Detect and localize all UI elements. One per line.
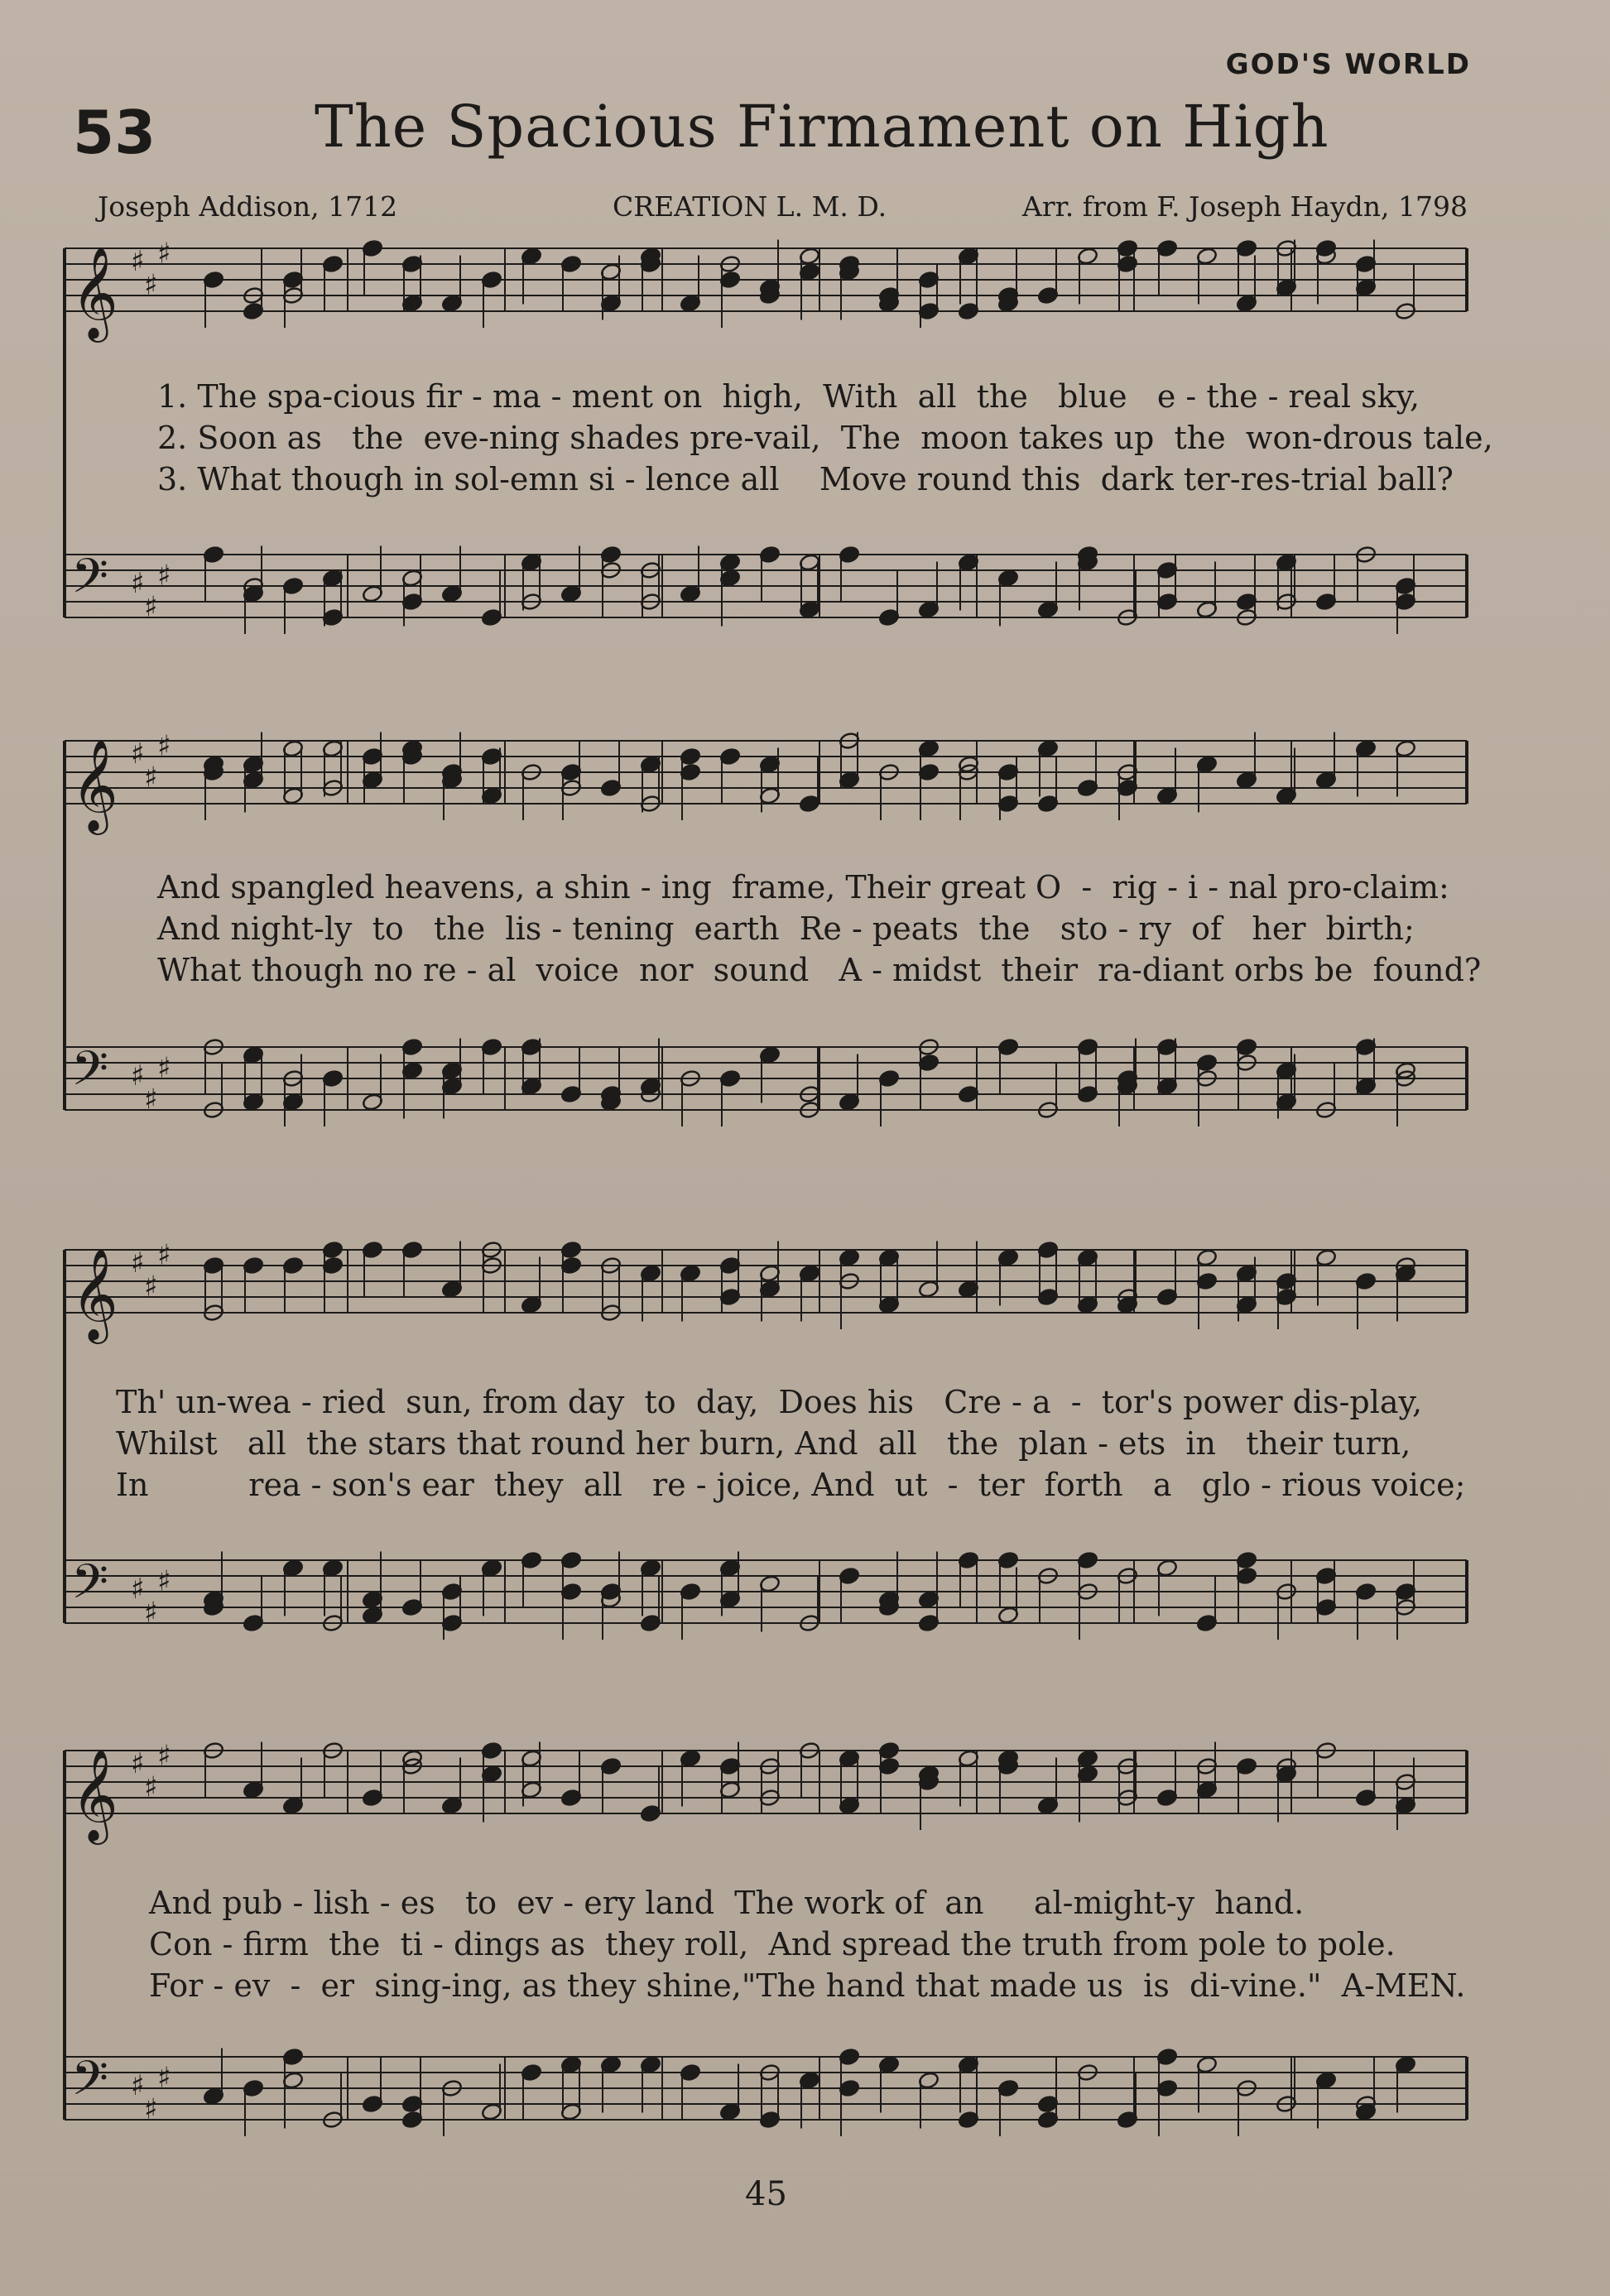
svg-text:𝄢: 𝄢 — [71, 1554, 109, 1621]
svg-text:♯: ♯ — [131, 567, 145, 600]
lyrics-system-3 — [0, 1382, 1466, 1528]
svg-text:♯: ♯ — [131, 2069, 145, 2102]
tune-credit: CREATION L. M. D. — [613, 190, 887, 223]
svg-text:𝄞: 𝄞 — [71, 246, 118, 339]
svg-text:♯: ♯ — [131, 1573, 145, 1606]
lyric-line: Con - firm the ti - dings as they roll, And spread the truth from pole to pole. — [149, 1926, 1396, 1962]
svg-text:♯: ♯ — [144, 268, 158, 302]
lyric-line: And pub - lish - es to ev - ery land The work of an al-might-y hand. — [149, 1885, 1305, 1921]
svg-text:♯: ♯ — [144, 2092, 158, 2126]
svg-text:♯: ♯ — [131, 1246, 145, 1280]
bass-staff — [0, 2007, 1610, 2173]
svg-text:♯: ♯ — [144, 1770, 158, 1804]
treble-staff — [0, 691, 1610, 857]
svg-text:♯: ♯ — [144, 1270, 158, 1304]
svg-text:♯: ♯ — [144, 1596, 158, 1630]
svg-text:♯: ♯ — [157, 1051, 171, 1085]
composer-credit: Arr. from F. Joseph Haydn, 1798 — [1022, 190, 1468, 223]
treble-staff — [0, 199, 1610, 364]
svg-text:♯: ♯ — [144, 1083, 158, 1117]
page-number: 45 — [745, 2175, 787, 2213]
lyric-line: Whilst all the stars that round her burn, And all the plan - ets in their turn, — [116, 1425, 1411, 1462]
svg-text:♯: ♯ — [157, 1739, 171, 1773]
svg-text:♯: ♯ — [131, 245, 145, 278]
svg-text:♯: ♯ — [144, 590, 158, 624]
svg-text:♯: ♯ — [131, 737, 145, 771]
lyric-line: What though no re - al voice nor sound A - midst their ra-diant orbs be found? — [157, 952, 1482, 988]
lyric-line: 3. What though in sol-emn si - lence all Move round this dark ter-res-trial ball? — [157, 461, 1454, 497]
svg-text:𝄢: 𝄢 — [71, 548, 109, 616]
svg-text:♯: ♯ — [144, 761, 158, 795]
lyrics-system-1 — [0, 377, 1493, 522]
section-heading: GOD'S WORLD — [1225, 48, 1471, 81]
lyric-line: Th' un-wea - ried sun, from day to day, Does his Cre - a - tor's power dis-play, — [116, 1384, 1423, 1420]
bass-staff — [0, 997, 1610, 1163]
lyric-line: And night-ly to the lis - tening earth Re - peats the sto - ry of her birth; — [157, 910, 1415, 947]
lyrics-system-4 — [0, 1883, 1466, 2029]
svg-text:♯: ♯ — [157, 237, 171, 271]
hymn-number: 53 — [73, 98, 156, 167]
lyric-line: 2. Soon as the eve-ning shades pre-vail, The moon takes up the won-drous tale, — [157, 420, 1493, 456]
treble-staff — [0, 1701, 1610, 1866]
svg-text:𝄢: 𝄢 — [71, 2050, 109, 2118]
treble-staff — [0, 1200, 1610, 1366]
bass-staff — [0, 1511, 1610, 1676]
lyrics-system-2 — [0, 867, 1482, 1013]
svg-text:♯: ♯ — [157, 1564, 171, 1598]
lyric-line: 1. The spa-cious fir - ma - ment on high, With all the blue e - the - real sky, — [157, 378, 1420, 415]
author-credit: Joseph Addison, 1712 — [98, 190, 398, 223]
lyric-line: For - ev - er sing-ing, as they shine,"The hand that made us is di-vine." A-MEN. — [149, 1967, 1466, 2004]
bass-staff — [0, 505, 1610, 670]
svg-text:𝄞: 𝄞 — [71, 738, 118, 831]
svg-text:♯: ♯ — [131, 1747, 145, 1780]
svg-text:♯: ♯ — [157, 729, 171, 763]
lyric-line: In rea - son's ear they all re - joice, And ut - ter forth a glo - rious voice; — [116, 1467, 1466, 1503]
svg-text:♯: ♯ — [131, 1059, 145, 1093]
hymn-title: The Spacious Firmament on High — [315, 93, 1329, 161]
svg-text:𝄞: 𝄞 — [71, 1748, 118, 1841]
svg-text:𝄞: 𝄞 — [71, 1247, 118, 1340]
lyric-line: And spangled heavens, a shin - ing frame, Their great O - rig - i - nal pro-claim: — [157, 869, 1449, 905]
svg-text:♯: ♯ — [157, 559, 171, 593]
svg-text:𝄢: 𝄢 — [71, 1040, 109, 1108]
svg-text:♯: ♯ — [157, 2061, 171, 2095]
svg-text:♯: ♯ — [157, 1238, 171, 1272]
